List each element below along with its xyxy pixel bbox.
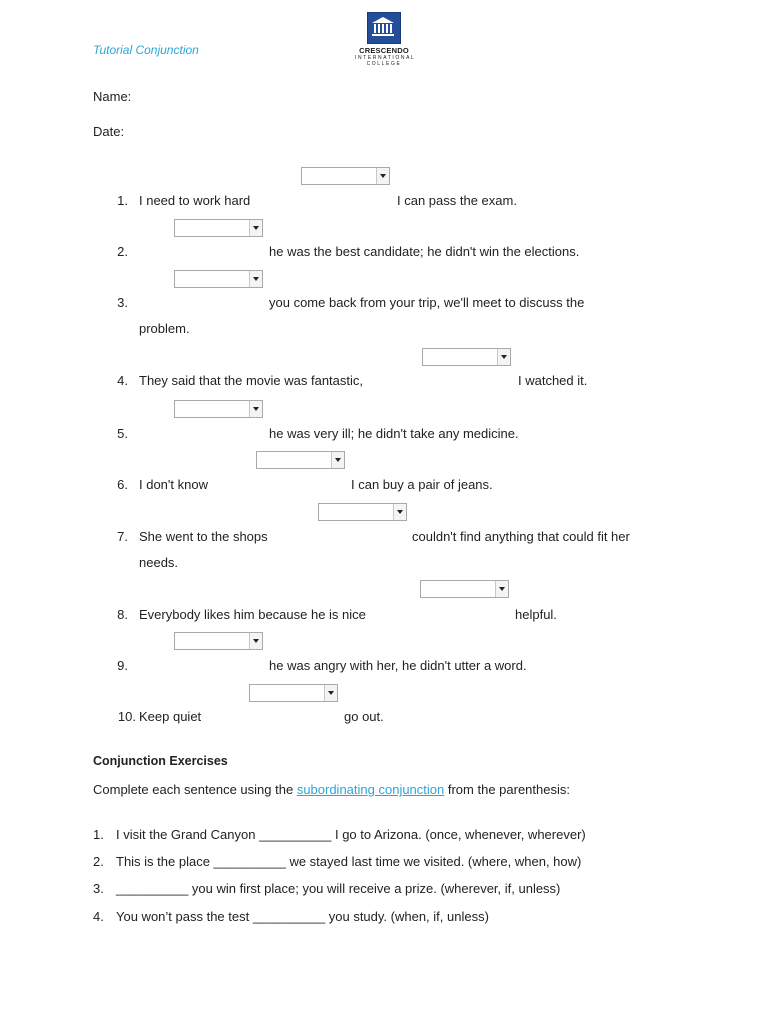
instruction-text [93, 782, 570, 797]
logo-subtitle: INTERNATIONAL COLLEGE [355, 55, 416, 67]
chevron-down-icon [249, 271, 262, 287]
item-number: 7. [117, 529, 128, 544]
sentence-continuation: needs. [139, 555, 179, 570]
sentence-start: She went to the shops [139, 529, 268, 544]
sentence-end: he was the best candidate; he didn't win the elections. [269, 244, 580, 259]
exercise2-number: 2. [93, 854, 104, 869]
item-number: 3. [117, 295, 128, 310]
exercise2-sentence: I visit the Grand Canyon __________ I go to Arizona. (once, whenever, wherever) [116, 827, 586, 842]
sentence-end: he was angry with her, he didn't utter a word. [269, 658, 527, 673]
item-number: 1. [117, 193, 128, 208]
conjunction-dropdown-7[interactable] [318, 503, 407, 521]
chevron-down-icon [324, 685, 337, 701]
sentence-end: you come back from your trip, we'll meet to discuss the [269, 295, 585, 310]
item-number: 5. [117, 426, 128, 441]
chevron-down-icon [249, 401, 262, 417]
conjunction-dropdown-2[interactable] [174, 219, 263, 237]
sentence-start: They said that the movie was fantastic, [139, 373, 363, 388]
sentence-start: Keep quiet [139, 709, 202, 724]
exercise2-sentence: This is the place __________ we stayed last time we visited. (where, when, how) [116, 854, 582, 869]
chevron-down-icon [497, 349, 510, 365]
chevron-down-icon [249, 633, 262, 649]
date-label: Date: [93, 124, 125, 139]
chevron-down-icon [495, 581, 508, 597]
sentence-end: I watched it. [518, 373, 588, 388]
sentence-end: I can buy a pair of jeans. [351, 477, 493, 492]
item-number: 8. [117, 607, 128, 622]
exercise2-number: 4. [93, 909, 104, 924]
logo-name: CRESCENDO [359, 46, 409, 55]
sentence-end: go out. [344, 709, 384, 724]
exercise2-number: 3. [93, 881, 104, 896]
sentence-end: couldn't find anything that could fit her [412, 529, 630, 544]
name-label: Name: [93, 89, 132, 104]
document-title: Tutorial Conjunction [93, 43, 199, 57]
subordinating-conjunction-link[interactable]: subordinating conjunction [296, 782, 445, 797]
sentence-continuation: problem. [139, 321, 190, 336]
section-title: Conjunction Exercises [93, 754, 228, 768]
sentence-end: he was very ill; he didn't take any medicine. [269, 426, 519, 441]
chevron-down-icon [376, 168, 389, 184]
college-logo [355, 12, 416, 67]
instruction-after: from the parenthesis: [444, 782, 570, 797]
exercise2-sentence: __________ you win first place; you will receive a prize. (wherever, if, unless) [116, 881, 561, 896]
item-number: 10. [117, 709, 136, 724]
conjunction-dropdown-3[interactable] [174, 270, 263, 288]
item-number: 2. [117, 244, 128, 259]
exercise2-number: 1. [93, 827, 104, 842]
conjunction-dropdown-9[interactable] [174, 632, 263, 650]
exercise2-sentence: You won’t pass the test __________ you study. (when, if, unless) [116, 909, 489, 924]
chevron-down-icon [393, 504, 406, 520]
building-icon [367, 12, 401, 44]
sentence-start: I need to work hard [139, 193, 251, 208]
conjunction-dropdown-5[interactable] [174, 400, 263, 418]
chevron-down-icon [331, 452, 344, 468]
conjunction-dropdown-8[interactable] [420, 580, 509, 598]
sentence-end: I can pass the exam. [397, 193, 517, 208]
conjunction-dropdown-10[interactable] [249, 684, 338, 702]
item-number: 9. [117, 658, 128, 673]
conjunction-dropdown-1[interactable] [301, 167, 390, 185]
item-number: 6. [117, 477, 128, 492]
sentence-end: helpful. [515, 607, 557, 622]
sentence-start: Everybody likes him because he is nice [139, 607, 366, 622]
conjunction-dropdown-6[interactable] [256, 451, 345, 469]
sentence-start: I don't know [139, 477, 208, 492]
conjunction-dropdown-4[interactable] [422, 348, 511, 366]
item-number: 4. [117, 373, 128, 388]
instruction-before: Complete each sentence using the [93, 782, 297, 797]
chevron-down-icon [249, 220, 262, 236]
